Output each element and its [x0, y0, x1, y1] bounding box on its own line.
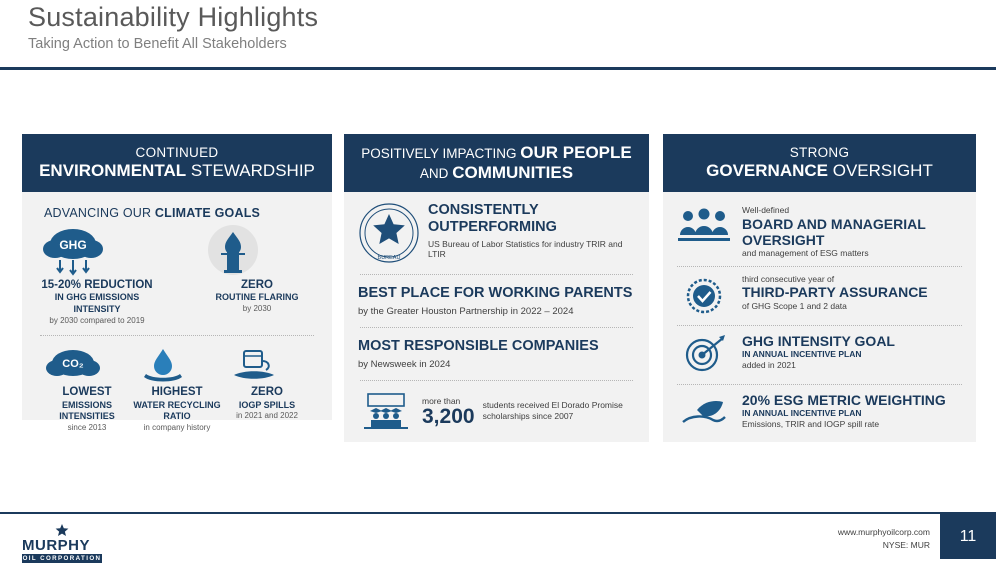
people-stat-number: 3,200 — [422, 404, 475, 428]
column-environmental — [22, 134, 332, 432]
governance-row-assurance-text — [742, 274, 964, 312]
env-item-flaring-headline: ZERO — [241, 279, 273, 291]
column-governance — [663, 134, 976, 442]
people-divider-3 — [360, 380, 633, 381]
env-item-water — [132, 345, 222, 433]
people-block-working-parents-headline: BEST PLACE FOR WORKING PARENTS — [358, 285, 633, 301]
people-block-outperforming-sub: US Bureau of Labor Statistics for industry TRIR and LTIR — [428, 239, 623, 260]
governance-row-board-text — [742, 205, 964, 259]
env-item-co2-headline: LOWEST — [62, 386, 112, 399]
people-stat-description — [483, 400, 623, 422]
env-divider — [40, 335, 314, 336]
governance-row-esg-weighting-text — [742, 392, 964, 430]
env-item-water-sub: WATER RECYCLING RATIO — [133, 399, 221, 422]
people-stat-description-line1: students received El Dorado Promise — [482, 400, 623, 411]
people-divider-1 — [360, 274, 633, 275]
climate-goals-title-bold: CLIMATE GOALS — [154, 206, 261, 220]
governance-row-board-sub: and management of ESG matters — [742, 247, 869, 258]
people-block-outperforming-text — [428, 202, 635, 259]
governance-row-ghg-goal-subbold: IN ANNUAL INCENTIVE PLAN — [742, 348, 862, 359]
column-governance-header-line1: STRONG — [789, 145, 850, 161]
governance-row-ghg-goal-text — [742, 333, 964, 371]
env-item-ghg-note: by 2030 compared to 2019 — [49, 315, 145, 325]
climate-goals-row-top — [36, 224, 318, 326]
people-stat-description-line2: scholarships since 2007 — [482, 411, 574, 422]
ghg-cloud-icon — [36, 224, 158, 276]
column-governance-header — [663, 134, 976, 192]
column-environmental-body — [22, 192, 332, 432]
people-block-outperforming — [358, 202, 635, 264]
env-item-flaring-sub: ROUTINE FLARING — [215, 292, 299, 303]
page-subtitle: Taking Action to Benefit All Stakeholders — [28, 36, 287, 52]
climate-goals-title — [44, 206, 318, 220]
co2-cloud-icon — [42, 345, 132, 383]
governance-row-assurance-sub: of GHG Scope 1 and 2 data — [742, 300, 847, 311]
governance-divider-2 — [677, 325, 962, 326]
env-item-spills-note: in 2021 and 2022 — [236, 411, 298, 421]
governance-row-ghg-goal-headline: GHG INTENSITY GOAL — [742, 332, 895, 349]
governance-row-board-headline: BOARD AND MANAGERIAL OVERSIGHT — [742, 215, 926, 248]
column-governance-header-rest: OVERSIGHT — [828, 160, 933, 180]
bls-seal-icon — [358, 202, 420, 264]
env-item-flaring-note: by 2030 — [242, 304, 272, 314]
column-governance-header-line2 — [706, 161, 933, 181]
company-logo-name: MURPHY — [22, 537, 91, 554]
column-governance-header-bold: GOVERNANCE — [706, 160, 828, 180]
env-item-water-note: in company history — [143, 422, 211, 432]
people-block-responsible-companies — [358, 338, 635, 370]
column-environmental-header-line2 — [39, 161, 315, 181]
people-divider-2 — [360, 327, 633, 328]
spill-barrel-icon — [222, 345, 312, 383]
flare-stack-icon — [196, 224, 318, 276]
governance-row-board-pre: Well-defined — [742, 205, 790, 215]
footer-divider — [0, 512, 996, 514]
page-title: Sustainability Highlights — [28, 2, 319, 32]
svg-text:GHG: GHG — [59, 238, 87, 252]
header-divider — [0, 67, 996, 70]
svg-text:CO₂: CO₂ — [62, 358, 84, 371]
env-item-water-headline: HIGHEST — [151, 386, 203, 399]
env-item-spills — [222, 345, 312, 433]
people-block-responsible-companies-sub: by Newsweek in 2024 — [358, 359, 451, 371]
env-item-flaring — [196, 224, 318, 326]
column-governance-body — [663, 192, 976, 442]
env-item-spills-sub: IOGP SPILLS — [238, 399, 296, 410]
column-people-body — [344, 192, 649, 442]
env-item-ghg-sub: IN GHG EMISSIONS INTENSITY — [54, 292, 140, 315]
governance-divider-3 — [677, 384, 962, 385]
column-environmental-header-line1: CONTINUED — [135, 145, 219, 161]
env-item-co2-sub: EMISSIONS INTENSITIES — [59, 399, 115, 422]
column-environmental-header-bold: ENVIRONMENTAL — [39, 160, 187, 180]
check-badge-icon — [675, 274, 733, 318]
env-item-co2-note: since 2013 — [67, 422, 107, 432]
governance-row-assurance — [675, 271, 964, 321]
governance-row-esg-weighting-headline: 20% ESG METRIC WEIGHTING — [742, 391, 946, 408]
people-block-outperforming-headline: CONSISTENTLY OUTPERFORMING — [428, 202, 557, 236]
people-block-working-parents — [358, 285, 635, 317]
column-people — [344, 134, 649, 442]
hand-leaf-icon — [675, 392, 733, 436]
climate-goals-title-pre: ADVANCING OUR — [44, 206, 155, 220]
footer-contact — [838, 526, 930, 552]
governance-row-esg-weighting-sub: Emissions, TRIR and IOGP spill rate — [742, 419, 880, 429]
governance-row-esg-weighting-subbold: IN ANNUAL INCENTIVE PLAN — [742, 407, 862, 418]
climate-goals-row-bottom — [36, 345, 318, 433]
column-people-header — [344, 134, 649, 192]
column-people-header-line1-bold: OUR PEOPLE — [520, 142, 632, 162]
company-logo-subtitle: OIL CORPORATION — [22, 555, 102, 562]
page-number: 11 — [940, 514, 996, 559]
footer-ticker: NYSE: MUR — [882, 539, 930, 550]
target-arrow-icon — [675, 333, 733, 377]
column-people-header-line2-bold: COMMUNITIES — [452, 163, 574, 182]
env-item-spills-headline: ZERO — [251, 386, 283, 399]
governance-row-ghg-goal — [675, 330, 964, 380]
people-stat-scholarships — [358, 391, 635, 431]
governance-row-esg-weighting — [675, 389, 964, 439]
governance-divider-1 — [677, 266, 962, 267]
governance-row-ghg-goal-sub: added in 2021 — [742, 360, 796, 370]
people-block-working-parents-sub: by the Greater Houston Partnership in 2022 – 2024 — [358, 306, 574, 318]
env-item-ghg-headline: 15-20% REDUCTION — [41, 279, 153, 291]
footer-website[interactable]: www.murphyoilcorp.com — [837, 527, 930, 537]
governance-row-assurance-headline: THIRD-PARTY ASSURANCE — [742, 284, 928, 301]
people-block-responsible-companies-headline: MOST RESPONSIBLE COMPANIES — [358, 338, 599, 355]
column-environmental-header — [22, 134, 332, 192]
people-stat-more-label: more than — [422, 395, 461, 406]
column-people-header-line2 — [420, 163, 573, 183]
svg-text:BUREAU: BUREAU — [377, 255, 401, 261]
water-drop-hand-icon — [132, 345, 222, 383]
governance-row-board — [675, 202, 964, 262]
env-item-co2 — [42, 345, 132, 433]
env-item-ghg — [36, 224, 158, 326]
column-people-header-line2-pre: AND — [419, 166, 453, 181]
column-people-header-line1 — [361, 143, 632, 163]
people-stat-text — [422, 396, 475, 427]
column-people-header-line1-pre: POSITIVELY IMPACTING — [361, 145, 521, 161]
governance-row-assurance-pre: third consecutive year of — [742, 273, 835, 284]
company-logo — [22, 524, 102, 563]
column-environmental-header-rest: STEWARDSHIP — [186, 160, 315, 180]
board-people-icon — [675, 205, 733, 249]
graduation-classroom-icon — [358, 391, 414, 431]
